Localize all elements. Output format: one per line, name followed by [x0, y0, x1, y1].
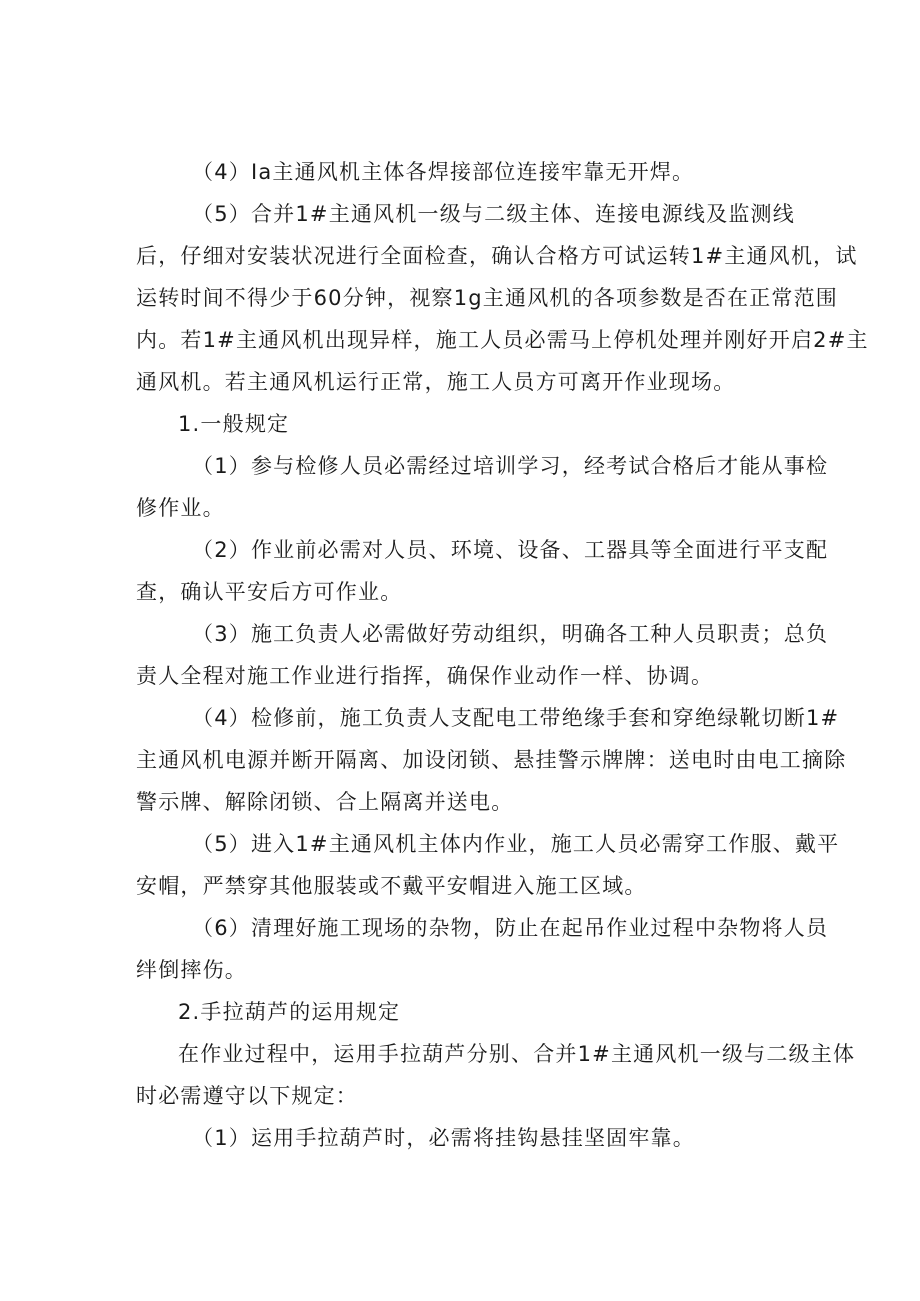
body-text: 在作业过程中，运用手拉葫芦分别、合并1#主通风机一级与二级主体	[178, 1042, 856, 1066]
body-text: 绊倒摔伤。	[136, 958, 247, 982]
item-text: （3）施工负责人必需做好劳动组织，明确各工种人员职责；总负	[192, 622, 829, 646]
body-text: 内。若1#主通风机出现异样，施工人员必需马上停机处理并刚好开启2#主	[136, 328, 869, 352]
item-text: （4）检修前，施工负责人支配电工带绝缘手套和穿绝绿靴切断1#	[192, 706, 840, 730]
body-text: 通风机。若主通风机运行正常，施工人员方可离开作业现场。	[136, 370, 736, 394]
heading-text: 1.一般规定	[178, 412, 290, 436]
item-text: （1）运用手拉葫芦时，必需将挂钩悬挂坚固牢靠。	[192, 1126, 695, 1150]
item-text: （5）进入1#主通风机主体内作业，施工人员必需穿工作服、戴平	[192, 832, 840, 856]
body-text: 查，确认平安后方可作业。	[136, 580, 403, 604]
body-text: 时必需遵守以下规定：	[136, 1084, 358, 1108]
item-text: （1）参与检修人员必需经过培训学习，经考试合格后才能从事检	[192, 454, 829, 478]
body-text: 主通风机电源并断开隔离、加设闭锁、悬挂警示牌牌：送电时由电工摘除	[136, 748, 847, 772]
body-text: 警示牌、解除闭锁、合上隔离并送电。	[136, 790, 514, 814]
body-text: 安帽，严禁穿其他服装或不戴平安帽进入施工区域。	[136, 874, 647, 898]
item-text: （2）作业前必需对人员、环境、设备、工器具等全面进行平支配	[192, 538, 829, 562]
body-text: 运转时间不得少于60分钟，视察1g主通风机的各项参数是否在正常范围	[136, 286, 839, 310]
body-text: 修作业。	[136, 496, 225, 520]
item-text: （5）合并1#主通风机一级与二级主体、连接电源线及监测线	[192, 202, 795, 226]
heading-text: 2.手拉葫芦的运用规定	[178, 1000, 401, 1024]
body-text: 责人全程对施工作业进行指挥，确保作业动作一样、协调。	[136, 664, 714, 688]
item-text: （4）Ia主通风机主体各焊接部位连接牢靠无开焊。	[192, 160, 695, 184]
item-text: （6）清理好施工现场的杂物，防止在起吊作业过程中杂物将人员	[192, 916, 829, 940]
body-text: 后，仔细对安装状况进行全面检查，确认合格方可试运转1#主通风机，试	[136, 244, 858, 268]
